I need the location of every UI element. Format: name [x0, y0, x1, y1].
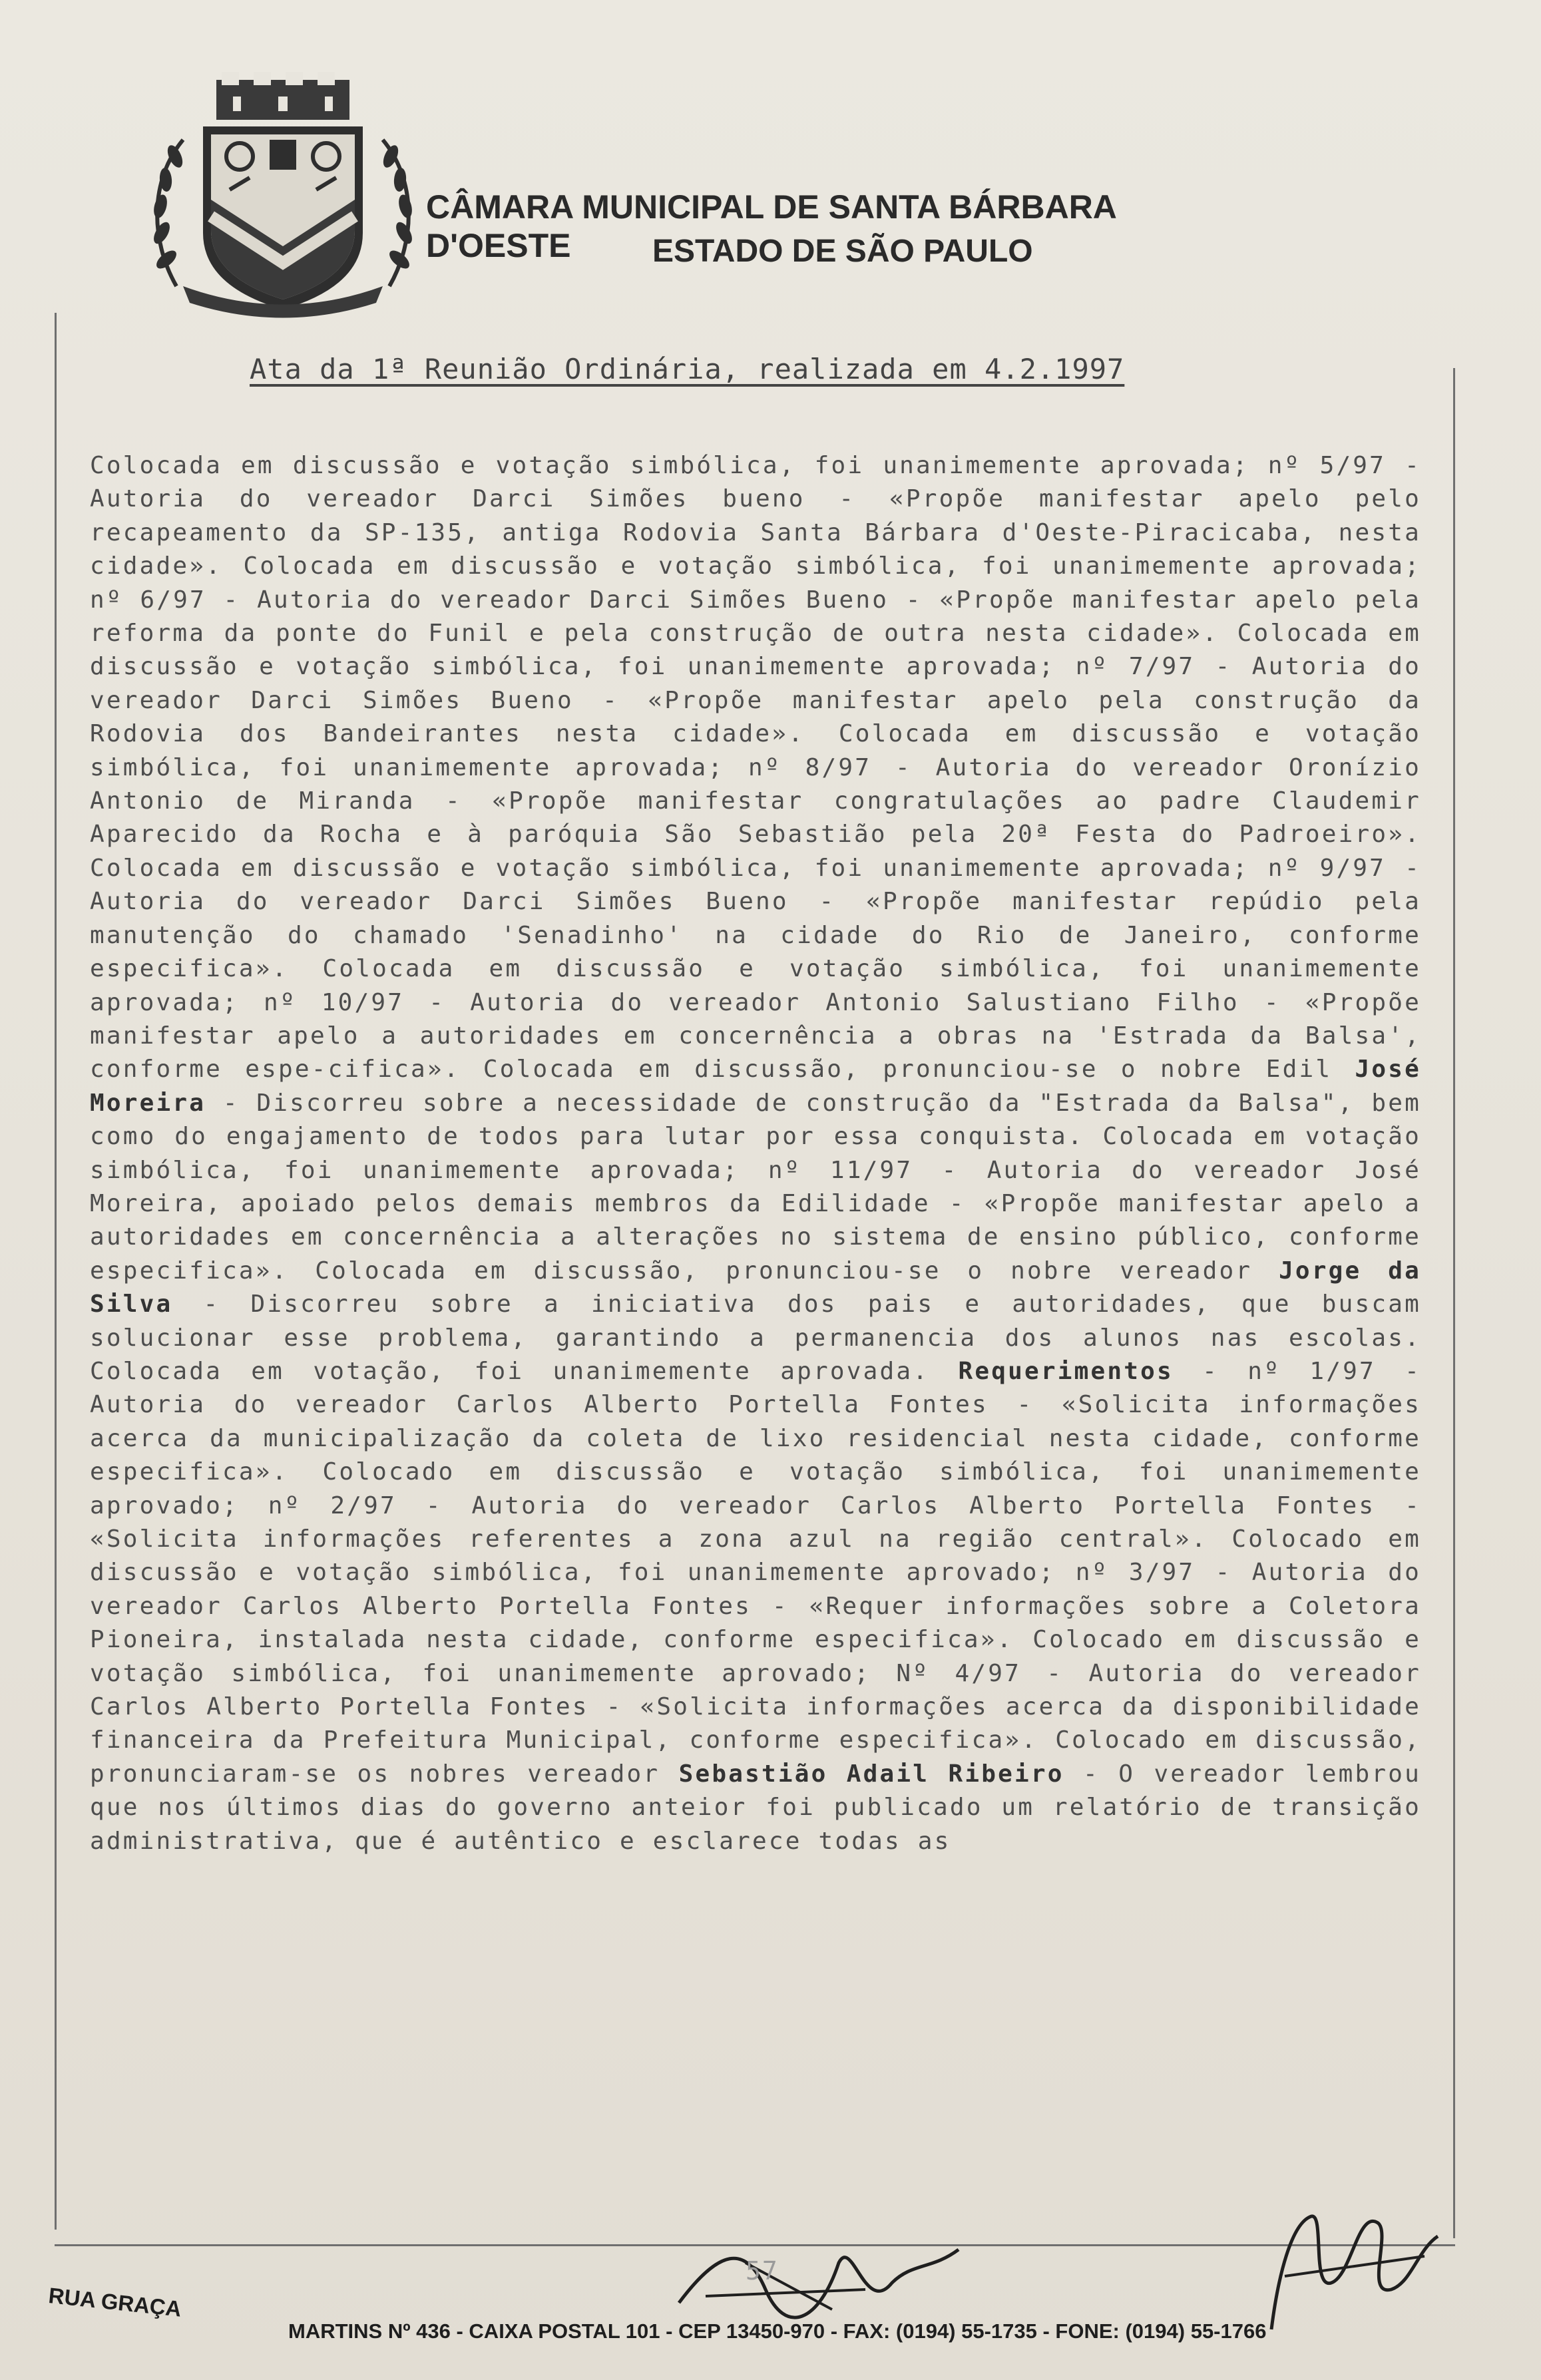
section-heading: Requerimentos	[958, 1357, 1174, 1385]
page-number: 57	[746, 2256, 779, 2285]
body-paragraph: - O vereador lembrou que nos últimos dias do governo anteior foi publicado um relatório de transição administrativa, que é autêntico e esclarece todas as	[90, 1760, 1421, 1855]
municipal-coat-of-arms-icon	[136, 67, 429, 319]
minute-body	[90, 449, 1421, 1858]
body-paragraph: Colocada em discussão e votação simbólica, foi unanimemente aprovada; nº 5/97 - Autoria do vereador Darci Simões bueno - «Propõe manifestar apelo pelo recapeamento da SP-135, antiga Rodovia Santa Bárbara d'Oeste-Piracicaba, nesta cidade». Colocada em discussão e votação simbólica, foi unanimemente aprovada; nº 6/97 - Autoria do vereador Darci Simões Bueno - «Propõe manifestar apelo pela reforma da ponte do Funil e pela construção de outra nesta cidade». Colocada em discussão e votação simbólica, foi unanimemente aprovada; nº 7/97 - Autoria do vereador Darci Simões Bueno - «Propõe manifestar apelo pela construção da Rodovia dos Bandeirantes nesta cidade». Colocada em discussão e votação simbólica, foi unanimemente aprovada; nº 8/97 - Autoria do vereador Oronízio Antonio de Miranda - «Propõe manifestar congratulações ao padre Claudemir Aparecido da Rocha e à paróquia São Sebastião pela 20ª Festa do Padroeiro». Colocada em discussão e votação simbólica, foi unanimemente aprovada; nº 9/97 - Autoria do vereador Darci Simões Bueno - «Propõe manifestar repúdio pela manutenção do chamado 'Senadinho' na cidade do Rio de Janeiro, conforme especifica». Colocada em discussão e votação simbólica, foi unanimemente aprovada; nº 10/97 - Autoria do vereador Antonio Salustiano Filho - «Propõe manifestar apelo a autoridades em concernência a obras na 'Estrada da Balsa', conforme espe-cifica». Colocada em discussão, pronunciou-se o nobre Edil	[90, 452, 1421, 1084]
institution-name: CÂMARA MUNICIPAL DE SANTA BÁRBARA D'OESTE	[426, 188, 1116, 264]
speaker-name: Jorge da Silva	[90, 1257, 1421, 1318]
body-paragraph: - Discorreu sobre a iniciativa dos pais e autoridades, que buscam solucionar esse problema, garantindo a permanencia dos alunos nas escolas. Colocada em votação, foi unanimemente aprovada.	[90, 1290, 1421, 1385]
speaker-name: Sebastião Adail Ribeiro	[678, 1760, 1064, 1788]
footer-contact: MARTINS Nº 436 - CAIXA POSTAL 101 - CEP 13450-970 - FAX: (0194) 55-1735 - FONE: (0194) 55-1766	[288, 2319, 1267, 2343]
body-paragraph: - Discorreu sobre a necessidade de construção da "Estrada da Balsa", bem como do engajamento de todos para lutar por essa conquista. Colocada em votação simbólica, foi unanimemente aprovada; nº 11/97 - Autoria do vereador José Moreira, apoiado pelos demais membros da Edilidade - «Propõe manifestar apelo a autoridades em concernência a alterações no sistema de ensino público, conforme especifica». Colocada em discussão, pronunciou-se o nobre vereador	[90, 1089, 1421, 1285]
state-name: ESTADO DE SÃO PAULO	[652, 234, 1033, 269]
footer-address	[47, 2283, 1541, 2356]
minute-title: Ata da 1ª Reunião Ordinária, realizada em 4.2.1997	[250, 353, 1125, 385]
frame-right-line	[1453, 368, 1455, 2238]
frame-left-line	[55, 313, 57, 2230]
footer-street: RUA GRAÇA	[47, 2283, 183, 2321]
body-paragraph: - nº 1/97 - Autoria do vereador Carlos Alberto Portella Fontes - «Solicita informações acerca da municipalização da coleta de lixo residencial nesta cidade, conforme especifica». Colocado em discussão e votação simbólica, foi unanimemente aprovado; nº 2/97 - Autoria do vereador Carlos Alberto Portella Fontes - «Solicita informações referentes a zona azul na região central». Colocado em discussão e votação simbólica, foi unanimemente aprovado; nº 3/97 - Autoria do vereador Carlos Alberto Portella Fontes - «Requer informações sobre a Coletora Pioneira, instalada nesta cidade, conforme especifica». Colocado em discussão e votação simbólica, foi unanimemente aprovado; Nº 4/97 - Autoria do vereador Carlos Alberto Portella Fontes - «Solicita informações acerca da disponibilidade financeira da Prefeitura Municipal, conforme especifica». Colocado em discussão, pronunciaram-se os nobres vereador	[90, 1357, 1421, 1788]
speaker-name: José Moreira	[90, 1056, 1422, 1117]
